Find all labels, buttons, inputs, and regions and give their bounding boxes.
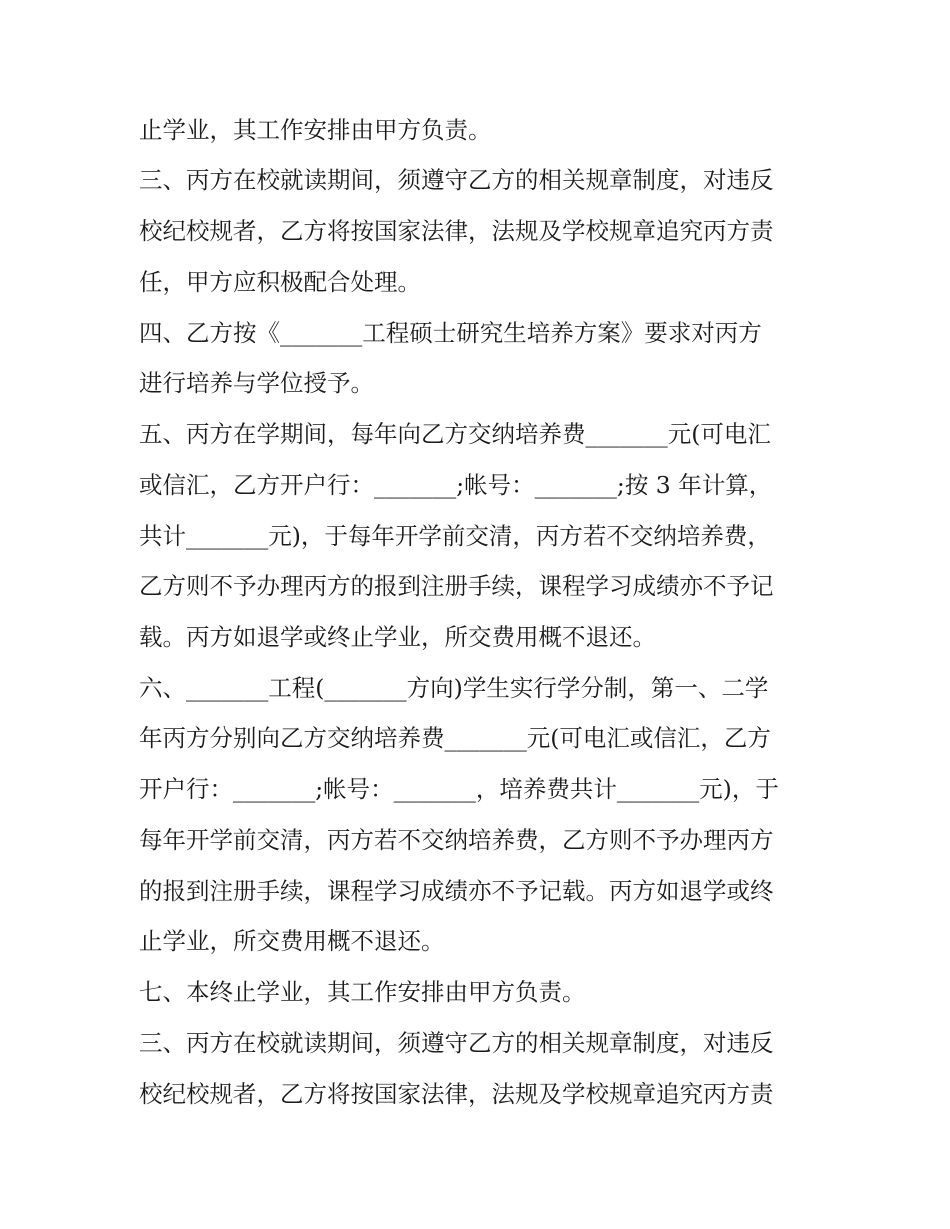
text-line-14: 开户行：_______;帐号：_______，培养费共计_______元)，于	[139, 775, 779, 803]
text-line-7: 五、丙方在学期间，每年向乙方交纳培养费_______元(可电汇	[139, 420, 771, 448]
text-line-18: 七、本终止学业，其工作安排由甲方负责。	[139, 978, 586, 1006]
text-line-20: 校纪校规者，乙方将按国家法律，法规及学校规章追究丙方责	[139, 1080, 774, 1108]
text-line-8: 或信汇，乙方开户行：_______;帐号：_______;按 3 年计算，	[139, 471, 773, 499]
text-line-1: 止学业，其工作安排由甲方负责。	[139, 116, 492, 144]
text-line-6: 进行培养与学位授予。	[139, 369, 374, 397]
text-line-3: 校纪校规者，乙方将按国家法律，法规及学校规章追究丙方责	[139, 217, 774, 245]
text-line-19: 三、丙方在校就读期间，须遵守乙方的相关规章制度，对违反	[139, 1029, 774, 1057]
text-line-16: 的报到注册手续，课程学习成绩亦不予记载。丙方如退学或终	[139, 877, 774, 905]
text-line-2: 三、丙方在校就读期间，须遵守乙方的相关规章制度，对违反	[139, 166, 774, 194]
text-line-10: 乙方则不予办理丙方的报到注册手续，课程学习成绩亦不予记	[139, 572, 774, 600]
text-line-15: 每年开学前交清，丙方若不交纳培养费，乙方则不予办理丙方	[139, 826, 774, 854]
text-line-5: 四、乙方按《_______工程硕士研究生培养方案》要求对丙方	[139, 319, 762, 347]
text-line-13: 年丙方分别向乙方交纳培养费_______元(可电汇或信汇，乙方	[139, 724, 771, 752]
text-line-11: 载。丙方如退学或终止学业，所交费用概不退还。	[139, 623, 656, 651]
text-line-17: 止学业，所交费用概不退还。	[139, 927, 445, 955]
text-line-9: 共计_______元)，于每年开学前交清，丙方若不交纳培养费，	[139, 522, 771, 550]
text-line-12: 六、_______工程(_______方向)学生实行学分制，第一、二学	[139, 674, 769, 702]
text-line-4: 任，甲方应积极配合处理。	[139, 268, 421, 296]
